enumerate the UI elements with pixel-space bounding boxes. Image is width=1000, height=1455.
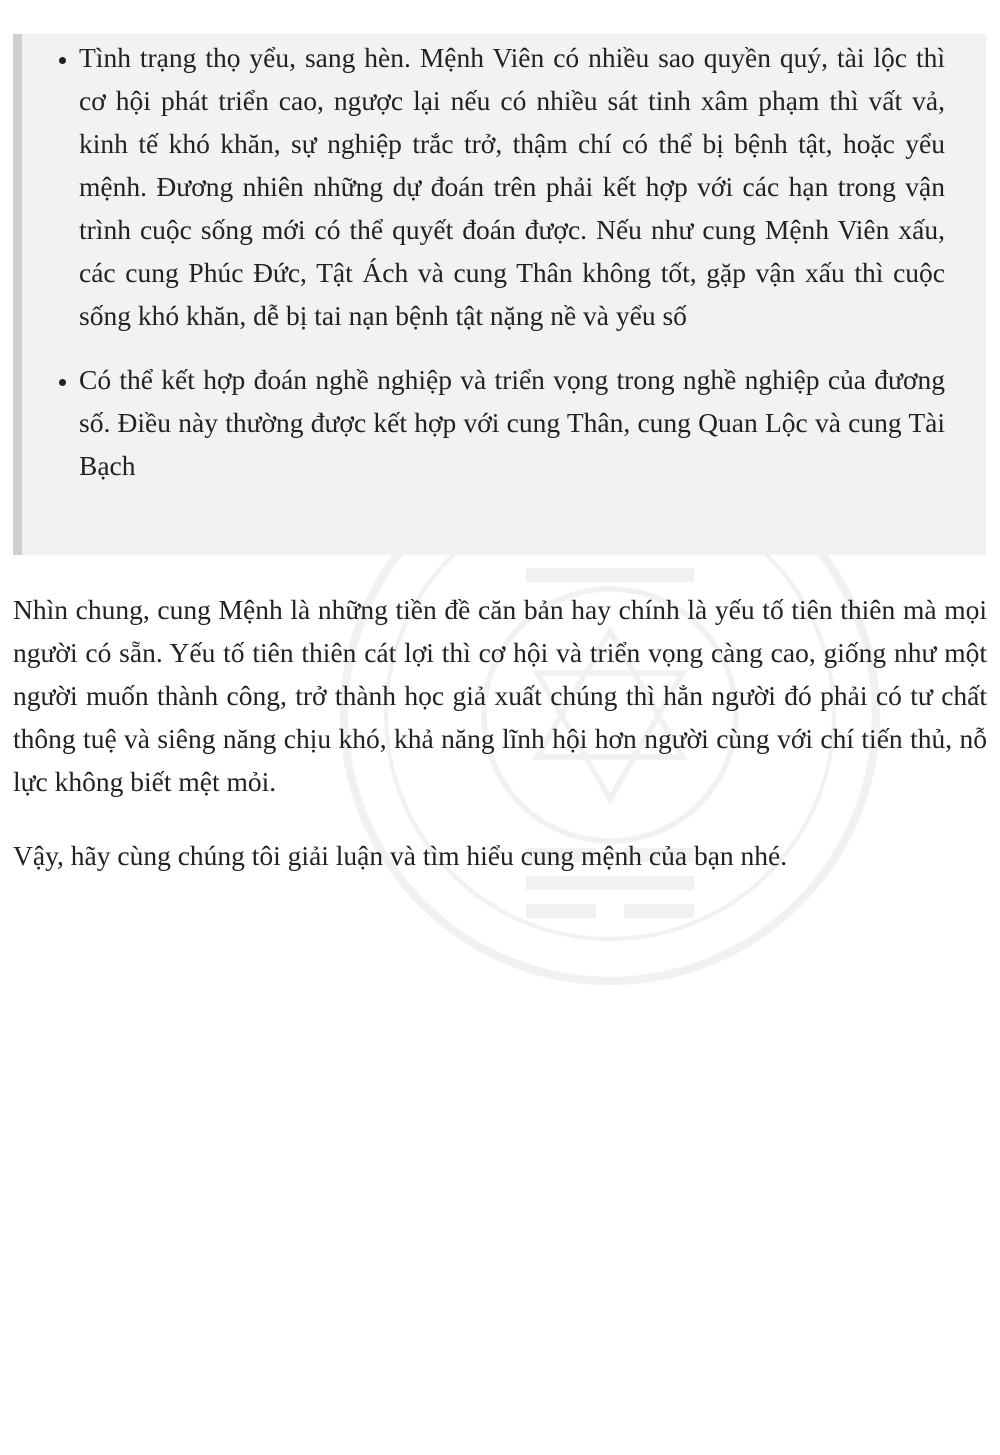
quote-list-item: • Tình trạng thọ yểu, sang hèn. Mệnh Viên có nhiều sao quyền quý, tài lộc thì cơ hội phát triển cao, ngược lại nếu có nhiều sát tinh xâm phạm thì vất vả, kinh tế khó khăn, sự nghiệp trắc trở, thậm chí có thể bị bệnh tật, hoặc yểu mệnh. Đương nhiên những dự đoán trên phải kết hợp với các hạn trong vận trình cuộc sống mới có thể quyết đoán được. Nếu như cung Mệnh Viên xấu, các cung Phúc Đức, Tật Ách và cung Thân không tốt, gặp vận xấu thì cuộc sống khó khăn, dễ bị tai nạn bệnh tật nặng nề và yểu số bbox=[79, 34, 945, 337]
quote-list-item: • Có thể kết hợp đoán nghề nghiệp và triển vọng trong nghề nghiệp của đương số. Điều này thường được kết hợp với cung Thân, cung Quan Lộc và cung Tài Bạch bbox=[79, 356, 945, 487]
body-paragraph: Nhìn chung, cung Mệnh là những tiền đề căn bản hay chính là yếu tố tiên thiên mà mọi người có sẵn. Yếu tố tiên thiên cát lợi thì cơ hội và triển vọng càng cao, giống như một người muốn thành công, trở thành học giả xuất chúng thì hẳn người đó phải có tư chất thông tuệ và siêng năng chịu khó, khả năng lĩnh hội hơn người cùng với chí tiến thủ, nỗ lực không biết mệt mỏi. bbox=[13, 594, 987, 797]
body-paragraph: Vậy, hãy cùng chúng tôi giải luận và tìm hiểu cung mệnh của bạn nhé. bbox=[13, 840, 788, 871]
quote-block bbox=[13, 34, 986, 555]
quote-list bbox=[22, 34, 945, 487]
